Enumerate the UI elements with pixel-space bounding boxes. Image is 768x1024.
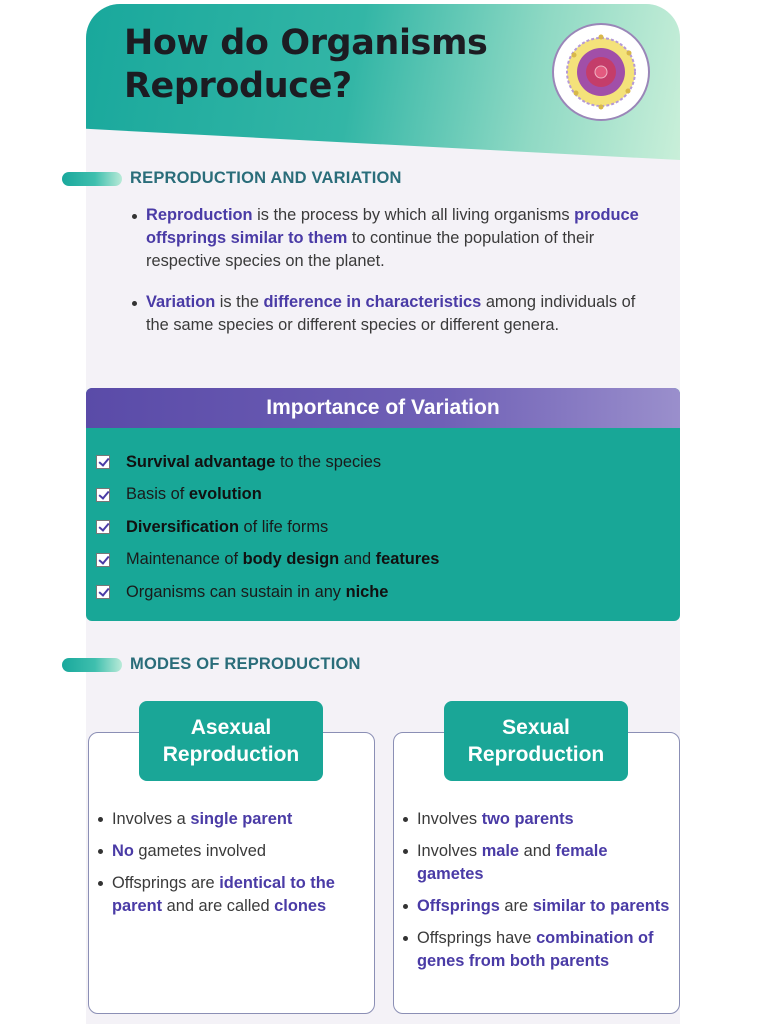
section-heading-reproduction-variation: REPRODUCTION AND VARIATION: [130, 169, 402, 187]
highlighted-text: niche: [345, 582, 389, 601]
importance-heading: Importance of Variation: [86, 388, 680, 428]
text-segment: Basis of: [126, 485, 189, 504]
text-segment: Involves: [417, 810, 482, 828]
text-segment: Organisms can sustain in any: [126, 582, 346, 601]
checkbox-icon: [96, 585, 110, 599]
text-segment: gametes involved: [133, 842, 266, 860]
text-segment: and: [519, 842, 556, 860]
text-segment: and: [339, 550, 376, 569]
highlighted-text: Reproduction: [146, 206, 253, 224]
definition-item: [130, 291, 650, 337]
importance-item: [96, 544, 680, 577]
sexual-title: Sexual Reproduction: [444, 701, 628, 781]
highlighted-text: Survival advantage: [126, 452, 276, 471]
text-segment: among individuals of the same species or different species or different genera.: [146, 293, 636, 334]
highlighted-text: clones: [274, 897, 327, 915]
importance-item: [96, 479, 680, 512]
asexual-item: [96, 840, 354, 863]
text-segment: Maintenance of: [126, 550, 243, 569]
checkbox-icon: [96, 488, 110, 502]
text-segment: are: [499, 897, 533, 915]
sexual-list: [401, 808, 676, 982]
asexual-item: [96, 808, 354, 831]
sexual-item: [401, 895, 676, 918]
cell-icon: [552, 23, 650, 121]
item-text: [126, 518, 328, 537]
sexual-item: [401, 927, 676, 973]
text-segment: to the species: [275, 452, 382, 471]
highlighted-text: Variation: [146, 293, 216, 311]
page-title: How do Organisms Reproduce?: [124, 23, 488, 106]
importance-item: [96, 511, 680, 544]
highlighted-text: produce offsprings similar to them: [146, 206, 639, 247]
highlighted-text: male: [481, 842, 520, 860]
asexual-item: [96, 872, 354, 918]
item-text: [126, 485, 262, 504]
highlighted-text: difference in characteristics: [263, 293, 482, 311]
highlighted-text: female gametes: [417, 842, 608, 883]
text-segment: Involves: [417, 842, 482, 860]
importance-list: [86, 428, 680, 609]
text-segment: Offsprings are: [112, 874, 220, 892]
sexual-item: [401, 808, 676, 831]
section-heading-modes-of-reproduction: MODES OF REPRODUCTION: [130, 655, 361, 673]
text-segment: and are called: [162, 897, 275, 915]
highlighted-text: evolution: [188, 485, 262, 504]
highlighted-text: similar to parents: [532, 897, 670, 915]
highlighted-text: No: [112, 842, 134, 860]
checkbox-icon: [96, 520, 110, 534]
highlighted-text: identical to the parent: [112, 874, 335, 915]
highlighted-text: Offsprings: [417, 897, 500, 915]
highlighted-text: Diversification: [126, 517, 239, 536]
text-segment: to continue the population of their respective species on the planet.: [146, 229, 595, 270]
importance-item: [96, 446, 680, 479]
item-text: [126, 550, 439, 569]
highlighted-text: two parents: [481, 810, 574, 828]
text-segment: Involves a: [112, 810, 191, 828]
item-text: [126, 583, 388, 602]
checkbox-icon: [96, 455, 110, 469]
sexual-item: [401, 840, 676, 886]
importance-item: [96, 576, 680, 609]
text-segment: of life forms: [238, 517, 329, 536]
importance-of-variation-box: [86, 388, 680, 621]
checkbox-icon: [96, 553, 110, 567]
text-segment: Offsprings have: [417, 929, 537, 947]
item-text: [126, 453, 381, 472]
definition-item: [130, 204, 650, 273]
highlighted-text: features: [375, 550, 440, 569]
highlighted-text: body design: [242, 550, 340, 569]
text-segment: is the: [215, 293, 264, 311]
asexual-title: Asexual Reproduction: [139, 701, 323, 781]
asexual-list: [96, 808, 354, 927]
section-bar-reproduction: [62, 172, 122, 186]
highlighted-text: combination of genes from both parents: [417, 929, 654, 970]
section-bar-modes: [62, 658, 122, 672]
highlighted-text: single parent: [190, 810, 293, 828]
definition-list: [130, 204, 650, 337]
text-segment: is the process by which all living organisms: [252, 206, 575, 224]
